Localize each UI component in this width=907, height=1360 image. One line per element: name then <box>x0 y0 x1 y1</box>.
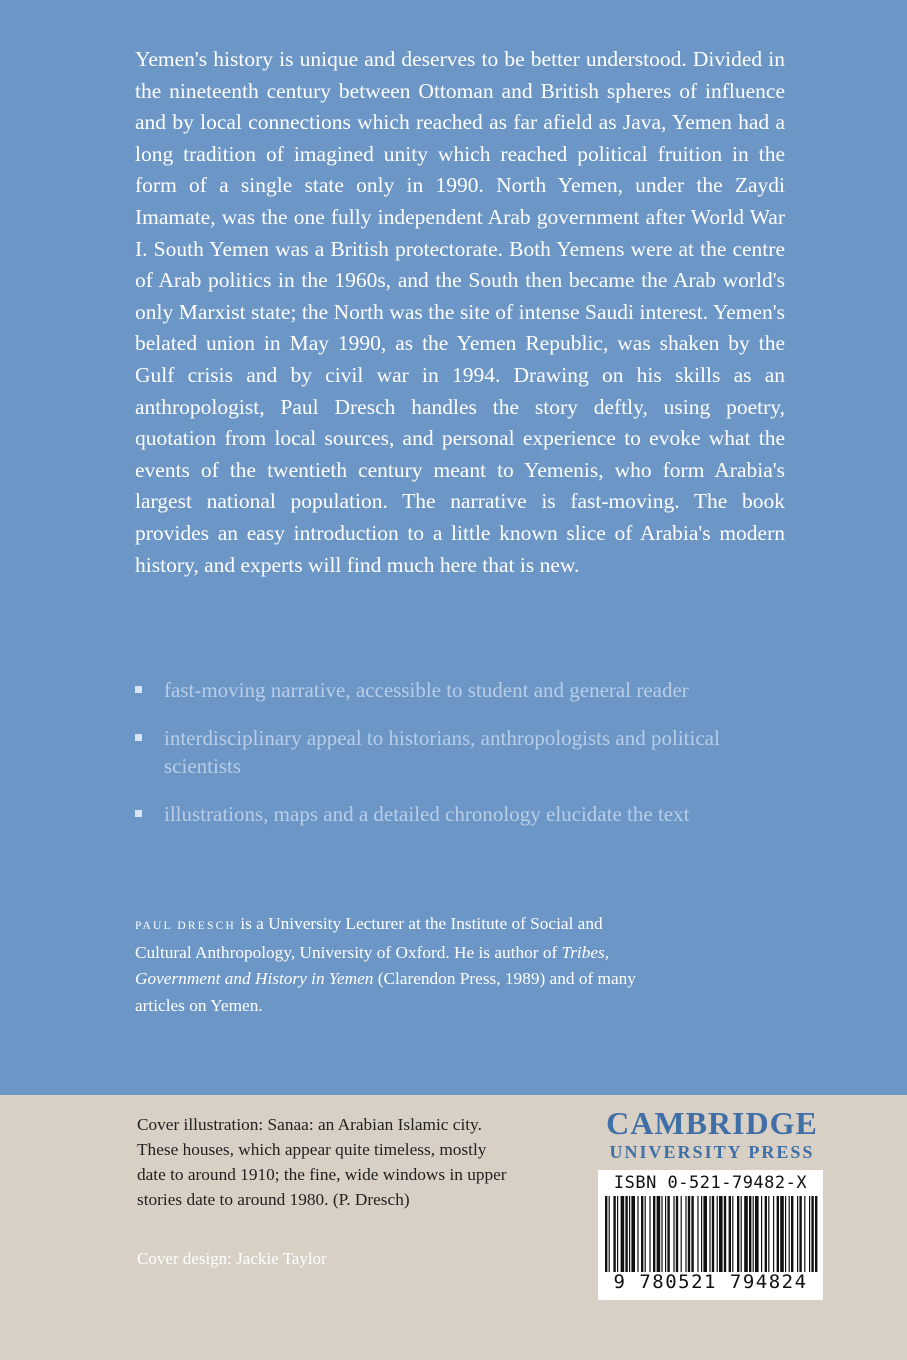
barcode-bar <box>815 1196 817 1272</box>
bullet-square-icon <box>135 686 142 693</box>
feature-item <box>135 800 735 828</box>
feature-list <box>135 676 735 848</box>
book-title: Tribes, Government and History in Yemen <box>135 942 610 988</box>
barcode-bar <box>625 1196 627 1272</box>
feature-text: interdisciplinary appeal to historians, anthropologists and political scientists <box>164 726 720 778</box>
barcode-bar <box>631 1196 635 1272</box>
barcode-bar <box>737 1196 739 1272</box>
barcode-bar <box>717 1196 718 1272</box>
feature-item <box>135 676 735 704</box>
barcode-bar <box>688 1196 690 1272</box>
barcode-bar <box>609 1196 610 1272</box>
barcode-bar <box>697 1196 698 1272</box>
cover-design-credit: Cover design: Jackie Taylor <box>137 1249 327 1268</box>
barcode-bar <box>785 1196 786 1272</box>
barcode-bar <box>753 1196 754 1272</box>
book-blurb: Yemen's history is unique and deserves to be better understood. Divided in the nineteenth century between Ottoman and British spheres of influence and by local connections which reached as far afield as Java, Yemen had a long tradition of imagined unity which reached political fruition in the form of a single state only in 1990. North Yemen, under the Zaydi Imamate, was the one fully independent Arab government after World War I. South Yemen was a British protectorate. Both Yemens were at the centre of Arab politics in the 1960s, and the South then became the Arab world's only Marxist state; the North was the site of intense Saudi interest. Yemen's belated union in May 1990, as the Yemen Republic, was shaken by the Gulf crisis and by civil war in 1994. Drawing on his skills as an anthropologist, Paul Dresch handles the story deftly, using poetry, quotation from local sources, and personal experience to evoke what the events of the twentieth century meant to Yemenis, who form Arabia's largest national population. The narrative is fast-moving. The book provides an easy introduction to a little known slice of Arabia's modern history, and experts will find much here that is new. <box>135 47 785 577</box>
barcode-bar <box>732 1196 733 1272</box>
barcode-bar <box>667 1196 669 1272</box>
barcode-bar <box>780 1196 784 1272</box>
barcode-bar <box>755 1196 759 1272</box>
barcode-bar <box>712 1196 714 1272</box>
barcode-bar <box>789 1196 790 1272</box>
barcode-bar <box>777 1196 779 1272</box>
barcode-bar <box>799 1196 801 1272</box>
bio-text-2: (Clarendon Press, 1989) and of many articles on Yemen. <box>135 969 636 1015</box>
barcode-bar <box>749 1196 751 1272</box>
isbn-barcode-block <box>598 1170 823 1300</box>
barcode-bar <box>791 1196 793 1272</box>
barcode-bar <box>637 1196 638 1272</box>
barcode-bar <box>681 1196 682 1272</box>
barcode-bar <box>657 1196 661 1272</box>
author-bio <box>135 911 655 1019</box>
barcode-bar <box>645 1196 646 1272</box>
barcode-bar <box>811 1196 813 1272</box>
barcode-bar <box>676 1196 678 1272</box>
barcode-bar <box>617 1196 618 1272</box>
author-name: PAUL DRESCH <box>135 920 236 932</box>
barcode-bar <box>719 1196 723 1272</box>
barcode-bar <box>761 1196 762 1272</box>
barcode-bar <box>797 1196 798 1272</box>
barcode-bar <box>809 1196 810 1272</box>
barcode-bar <box>653 1196 655 1272</box>
barcode-bar <box>703 1196 707 1272</box>
barcode-bar <box>661 1196 662 1272</box>
bullet-square-icon <box>135 734 142 741</box>
barcode-bar <box>804 1196 805 1272</box>
barcode-bar <box>629 1196 630 1272</box>
barcode-icon <box>603 1196 818 1272</box>
barcode-bar <box>685 1196 686 1272</box>
feature-text: illustrations, maps and a detailed chronology elucidate the text <box>164 802 690 826</box>
barcode-bar <box>773 1196 774 1272</box>
bullet-square-icon <box>135 810 142 817</box>
barcode-bar <box>641 1196 643 1272</box>
barcode-bar <box>605 1196 607 1272</box>
barcode-number: 9 780521 794824 <box>613 1271 808 1293</box>
barcode-bar <box>744 1196 748 1272</box>
feature-text: fast-moving narrative, accessible to student and general reader <box>164 678 689 702</box>
barcode-bar <box>621 1196 625 1272</box>
barcode-bar <box>768 1196 769 1272</box>
barcode-bar <box>691 1196 693 1272</box>
barcode-bar <box>665 1196 666 1272</box>
barcode-bar <box>724 1196 726 1272</box>
barcode-bar <box>701 1196 702 1272</box>
publisher-logo <box>592 1105 832 1163</box>
barcode-bar <box>649 1196 650 1272</box>
isbn-label: ISBN 0-521-79482-X <box>613 1173 808 1193</box>
barcode-bar <box>729 1196 731 1272</box>
publisher-name-line2: UNIVERSITY PRESS <box>609 1142 815 1162</box>
bio-text-1: is a University Lecturer at the Institute of Social and Cultural Anthropology, University of Oxford. He is author of <box>135 914 603 962</box>
barcode-bar <box>765 1196 767 1272</box>
barcode-bar <box>741 1196 742 1272</box>
cover-illustration-credit: Cover illustration: Sanaa: an Arabian Islamic city. These houses, which appear quite timeless, mostly date to around 1910; the fine, wide windows in upper stories date to around 1980. (P. Dresch) <box>137 1115 507 1209</box>
barcode-bar <box>709 1196 710 1272</box>
barcode-bar <box>613 1196 615 1272</box>
feature-item <box>135 724 735 780</box>
barcode-bar <box>673 1196 674 1272</box>
publisher-name-line1: CAMBRIDGE <box>606 1105 818 1141</box>
